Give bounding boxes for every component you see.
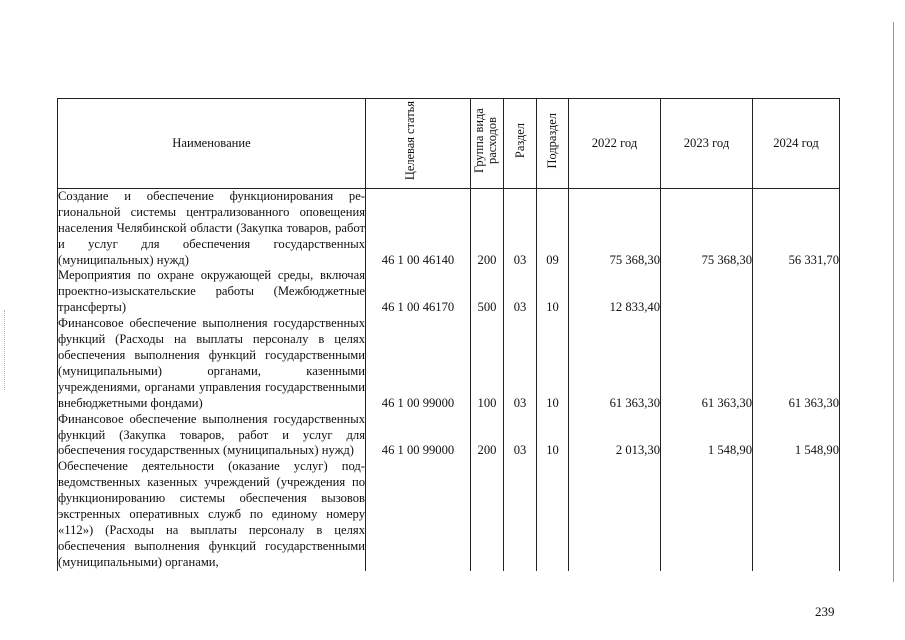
table-row xyxy=(58,188,840,268)
header-2022: 2022 год xyxy=(569,99,661,189)
header-2024: 2024 год xyxy=(753,99,840,189)
row-subsection: 09 xyxy=(537,188,569,268)
row-subsection: 10 xyxy=(537,316,569,411)
row-name: Мероприятия по охране окружающей среды, включая проектно-изыскательские работы (Межбюджетные трансферты) xyxy=(58,268,365,315)
row-amount-2024 xyxy=(753,268,840,316)
row-subsection xyxy=(537,459,569,570)
header-2023: 2023 год xyxy=(661,99,753,189)
row-expense-group: 100 xyxy=(471,316,504,411)
row-amount-2022: 75 368,30 xyxy=(569,188,661,268)
row-section: 03 xyxy=(504,316,537,411)
row-section xyxy=(504,459,537,570)
budget-table xyxy=(57,98,840,571)
row-amount-2024: 61 363,30 xyxy=(753,316,840,411)
row-expense-group: 500 xyxy=(471,268,504,316)
row-name: Финансовое обеспечение выполнения государственных функций (Закупка товаров, работ и услуг для обеспечения государственных (муниципальных) нужд) xyxy=(58,411,365,458)
row-amount-2022: 12 833,40 xyxy=(569,268,661,316)
row-amount-2024: 1 548,90 xyxy=(753,412,840,460)
row-amount-2023: 75 368,30 xyxy=(661,188,753,268)
row-expense-group xyxy=(471,459,504,570)
header-name: Наименование xyxy=(58,99,366,189)
row-subsection: 10 xyxy=(537,268,569,316)
table-row xyxy=(58,268,840,316)
row-target-article: 46 1 00 99000 xyxy=(366,316,471,411)
row-section: 03 xyxy=(504,412,537,460)
row-amount-2023 xyxy=(661,459,753,570)
page-number: 239 xyxy=(815,604,835,619)
table-row xyxy=(58,459,840,570)
header-target-article: Целевая статья xyxy=(366,99,471,189)
header-row xyxy=(58,99,840,189)
row-amount-2023 xyxy=(661,268,753,316)
row-target-article: 46 1 00 46170 xyxy=(366,268,471,316)
header-subsection: Подраздел xyxy=(537,99,569,189)
row-amount-2023: 1 548,90 xyxy=(661,412,753,460)
table-row xyxy=(58,412,840,460)
row-name: Финансовое обеспечение выполнения государственных функций (Расходы на выплаты персоналу в целях обеспечения выполнения функций государственными (муниципальными) органами, казенными учреждениями, органами управления государственными внебюджетными фондами) xyxy=(58,316,365,410)
row-amount-2022: 61 363,30 xyxy=(569,316,661,411)
header-section: Раздел xyxy=(504,99,537,189)
row-target-article xyxy=(366,459,471,570)
row-name: Создание и обеспечение функционирования региональной системы централизованного оповещения населения Челябинской области (Закупка товаров, работ и услуг для обеспечения государственных (муниципальных) нужд) xyxy=(58,188,365,267)
row-section: 03 xyxy=(504,188,537,268)
scan-margin-marks xyxy=(4,310,7,390)
table-row xyxy=(58,316,840,411)
row-name: Обеспечение деятельности (оказание услуг) подведомственных казенных учреждений (учреждения по функционированию системы обеспечения вызовов экстренных оперативных служб по единому номеру «112») (Расходы на выплаты персоналу в целях обеспечения выполнения функций государственными (муниципальными) органами, xyxy=(58,459,365,569)
scan-edge-line xyxy=(893,22,894,582)
row-expense-group: 200 xyxy=(471,188,504,268)
header-expense-group: Группа вида расходов xyxy=(471,99,504,189)
row-expense-group: 200 xyxy=(471,412,504,460)
row-amount-2024 xyxy=(753,459,840,570)
row-section: 03 xyxy=(504,268,537,316)
row-target-article: 46 1 00 46140 xyxy=(366,188,471,268)
row-target-article: 46 1 00 99000 xyxy=(366,412,471,460)
row-amount-2022 xyxy=(569,459,661,570)
row-amount-2023: 61 363,30 xyxy=(661,316,753,411)
row-subsection: 10 xyxy=(537,412,569,460)
row-amount-2024: 56 331,70 xyxy=(753,188,840,268)
row-amount-2022: 2 013,30 xyxy=(569,412,661,460)
